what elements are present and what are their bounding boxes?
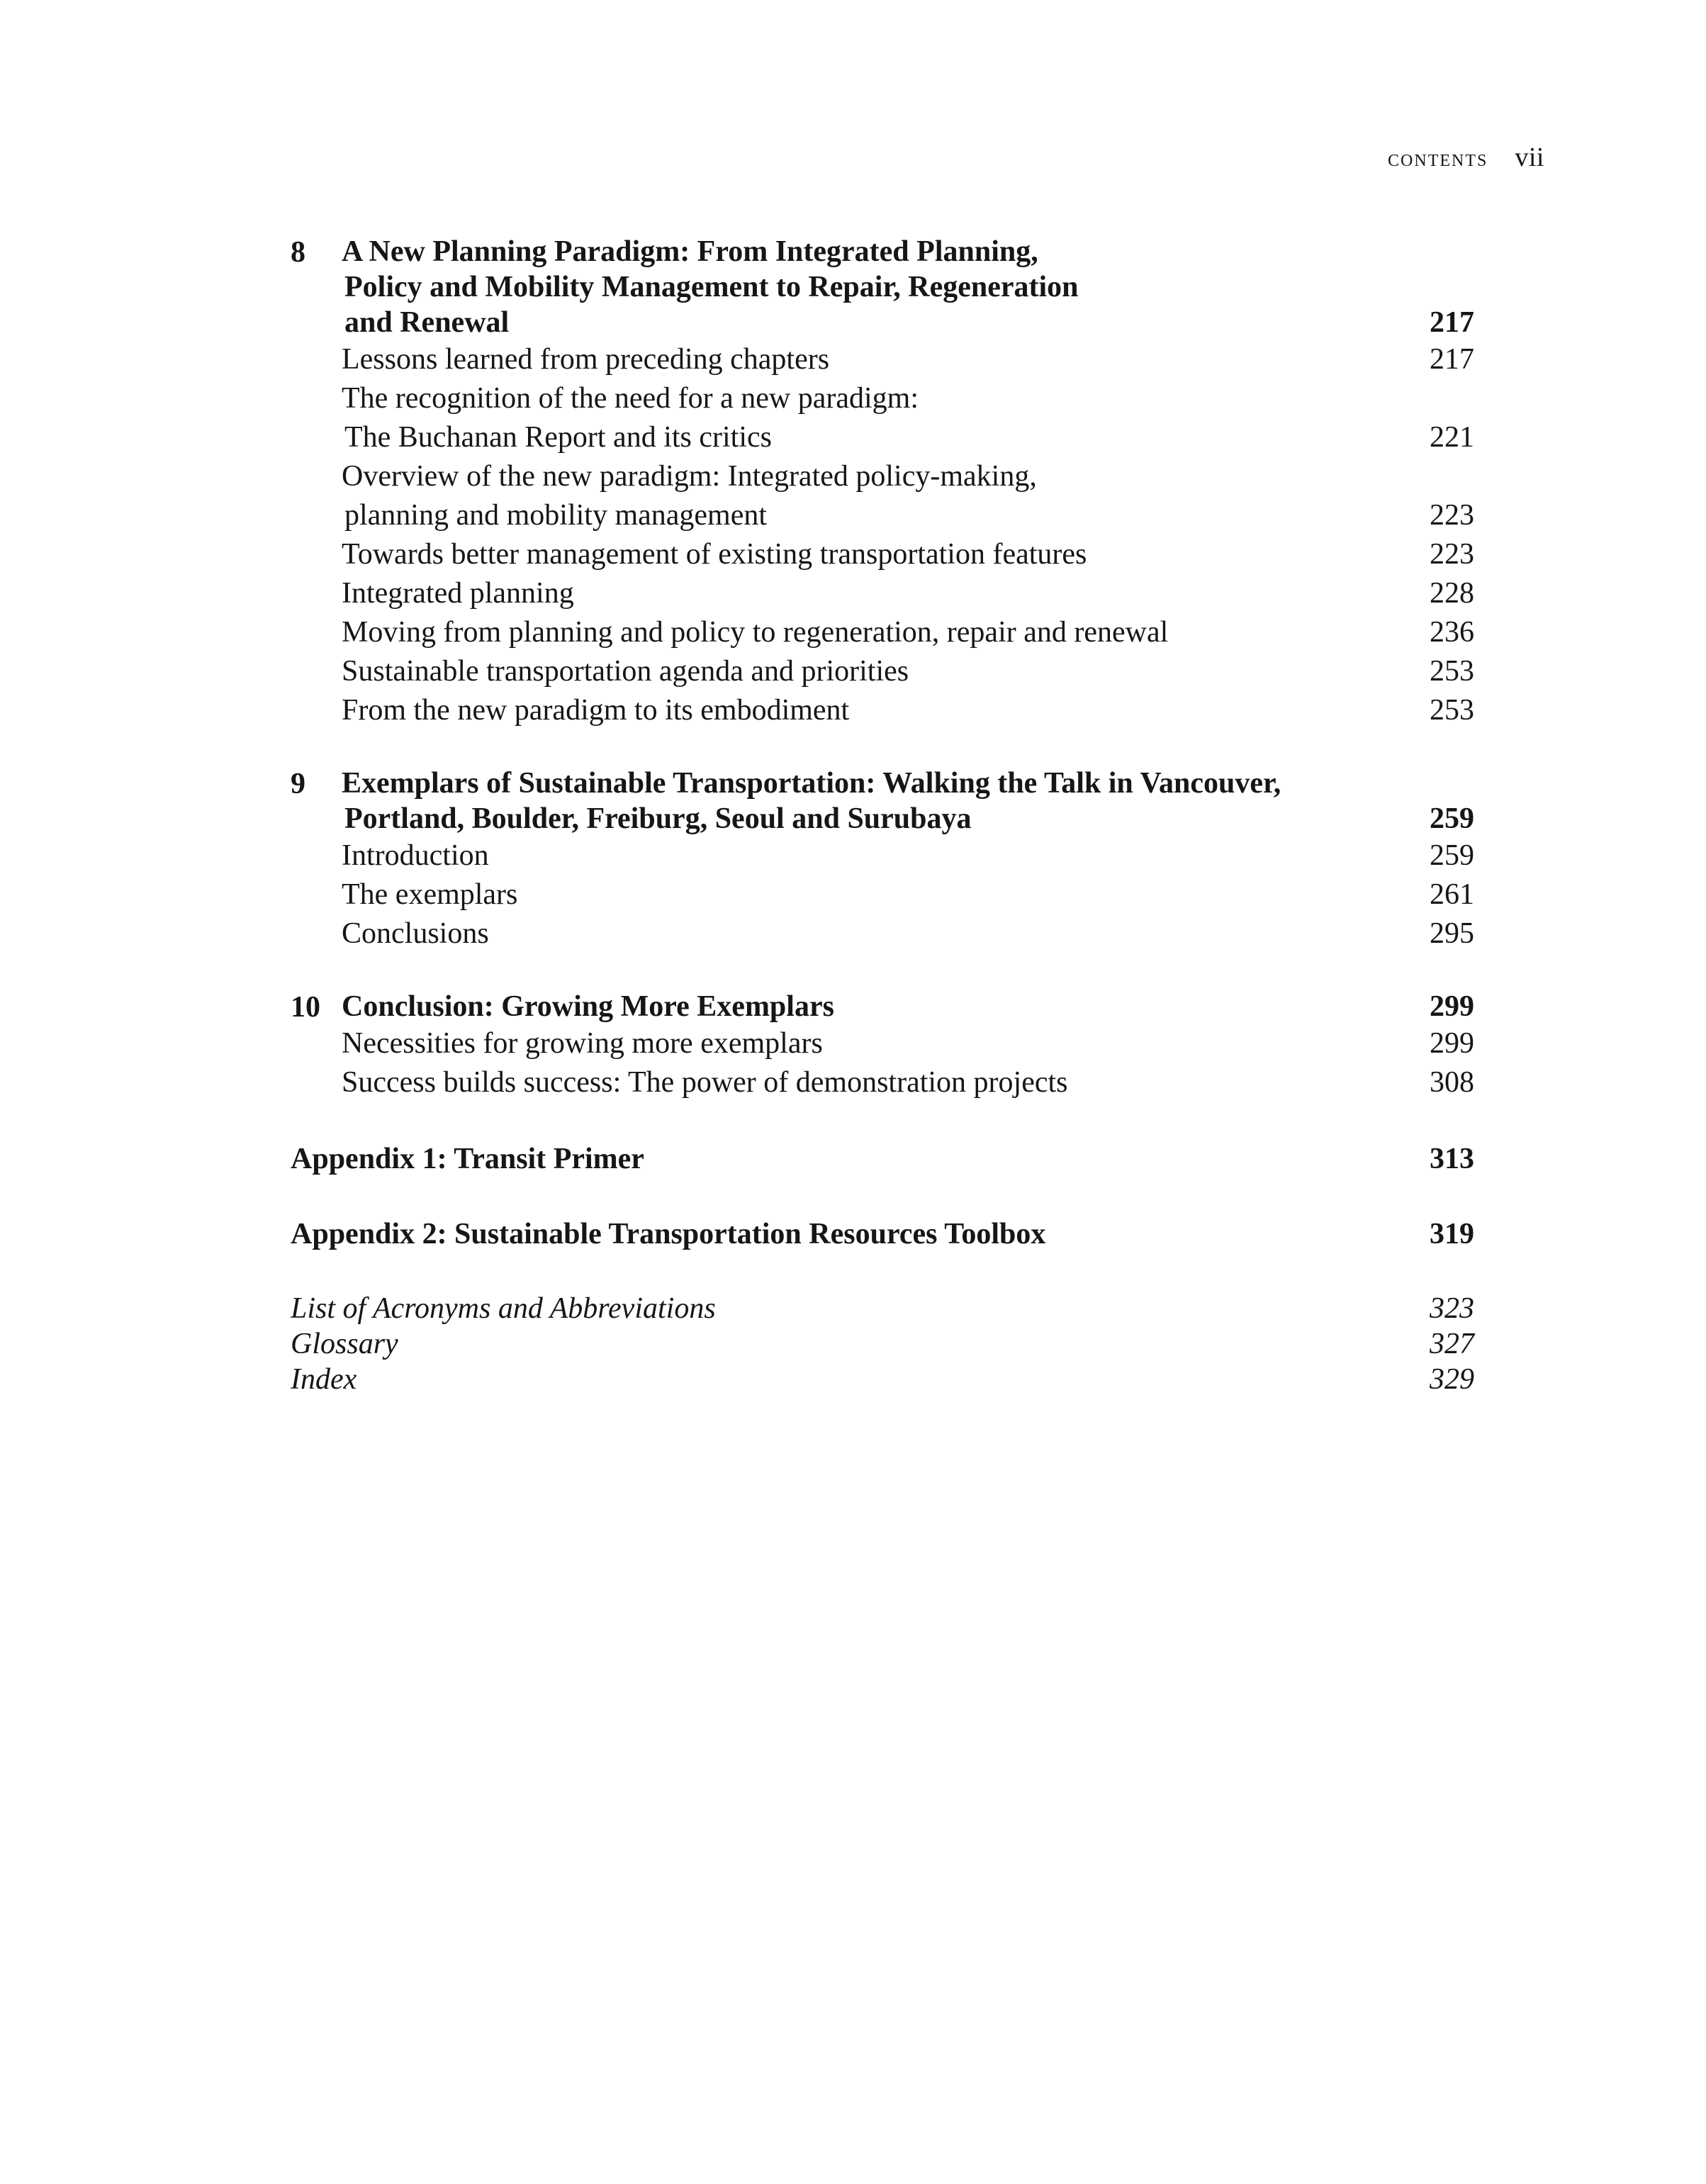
entry-page: 299: [1430, 1027, 1474, 1060]
chapter-title-row[interactable]: [342, 234, 1474, 340]
backmatter-page: 323: [1430, 1292, 1474, 1325]
chapter-title: Exemplars of Sustainable Transportation: Walking the Talk in Vancouver, Portland, Boulder, Freiburg, Seoul and Surubaya: [342, 767, 1281, 835]
entry-page: 259: [1430, 839, 1474, 872]
entry-page: 253: [1430, 694, 1474, 727]
toc-entry[interactable]: Success builds success: The power of demonstration projects 308: [342, 1063, 1474, 1102]
toc-entry[interactable]: Sustainable transportation agenda and priorities 253: [342, 652, 1474, 691]
toc-entry[interactable]: From the new paradigm to its embodiment 253: [342, 691, 1474, 730]
chapter-10: [291, 989, 1474, 1102]
entry-page: 217: [1430, 343, 1474, 376]
appendix-1[interactable]: [291, 1141, 1474, 1177]
backmatter-entry-acronyms[interactable]: [291, 1291, 1474, 1326]
entry-page: 223: [1430, 538, 1474, 571]
chapter-number: 9: [291, 768, 305, 800]
entry-page: 223: [1430, 499, 1474, 532]
appendix-title: Appendix 1: Transit Primer: [291, 1143, 644, 1175]
entry-page: 308: [1430, 1066, 1474, 1099]
chapter-8: [291, 234, 1474, 730]
backmatter-title: Glossary: [291, 1328, 398, 1360]
chapter-title-row[interactable]: [342, 766, 1474, 836]
appendix-page: 319: [1430, 1218, 1474, 1250]
toc-entry[interactable]: Necessities for growing more exemplars 299: [342, 1024, 1474, 1063]
running-head: [1388, 142, 1544, 173]
toc-entry[interactable]: Towards better management of existing transportation features 223: [342, 535, 1474, 574]
chapter-title-row[interactable]: [342, 989, 1474, 1024]
entry-page: 228: [1430, 577, 1474, 610]
page-number: vii: [1515, 142, 1544, 172]
chapter-title: A New Planning Paradigm: From Integrated Planning, Policy and Mobility Management to Repair, Regeneration and Renewal: [342, 235, 1079, 339]
chapter-number: 10: [291, 991, 320, 1024]
backmatter-title: List of Acronyms and Abbreviations: [291, 1292, 716, 1325]
entry-page: 221: [1430, 421, 1474, 454]
toc-entry[interactable]: Integrated planning 228: [342, 574, 1474, 613]
appendix-2[interactable]: [291, 1216, 1474, 1253]
entry-page: 261: [1430, 878, 1474, 911]
toc-entry[interactable]: Moving from planning and policy to regeneration, repair and renewal 236: [342, 613, 1474, 652]
backmatter-page: 327: [1430, 1328, 1474, 1360]
toc-entry[interactable]: Lessons learned from preceding chapters 217: [342, 340, 1474, 379]
toc-entry[interactable]: Introduction 259: [342, 836, 1474, 875]
appendix-page: 313: [1430, 1143, 1474, 1175]
backmatter-entry-index[interactable]: [291, 1362, 1474, 1397]
chapter-title: Conclusion: Growing More Exemplars: [342, 990, 834, 1023]
entry-page: 236: [1430, 616, 1474, 649]
chapter-number: 8: [291, 236, 305, 269]
table-of-contents: [291, 234, 1474, 1397]
chapter-page: 259: [1430, 802, 1474, 835]
backmatter-entry-glossary[interactable]: [291, 1326, 1474, 1362]
chapter-page: 217: [1430, 306, 1474, 339]
chapter-page: 299: [1430, 990, 1474, 1023]
toc-entry[interactable]: The recognition of the need for a new paradigm: The Buchanan Report and its critics 221: [342, 379, 1474, 457]
chapter-9: [291, 766, 1474, 953]
toc-entry[interactable]: Conclusions 295: [342, 914, 1474, 953]
toc-entry[interactable]: Overview of the new paradigm: Integrated policy-making, planning and mobility management 223: [342, 457, 1474, 535]
toc-entry[interactable]: The exemplars 261: [342, 875, 1474, 914]
back-matter: [291, 1291, 1474, 1397]
appendix-title: Appendix 2: Sustainable Transportation Resources Toolbox: [291, 1218, 1046, 1250]
backmatter-page: 329: [1430, 1363, 1474, 1396]
backmatter-title: Index: [291, 1363, 357, 1396]
entry-page: 253: [1430, 655, 1474, 688]
entry-page: 295: [1430, 917, 1474, 950]
running-head-label: contents: [1388, 145, 1488, 172]
